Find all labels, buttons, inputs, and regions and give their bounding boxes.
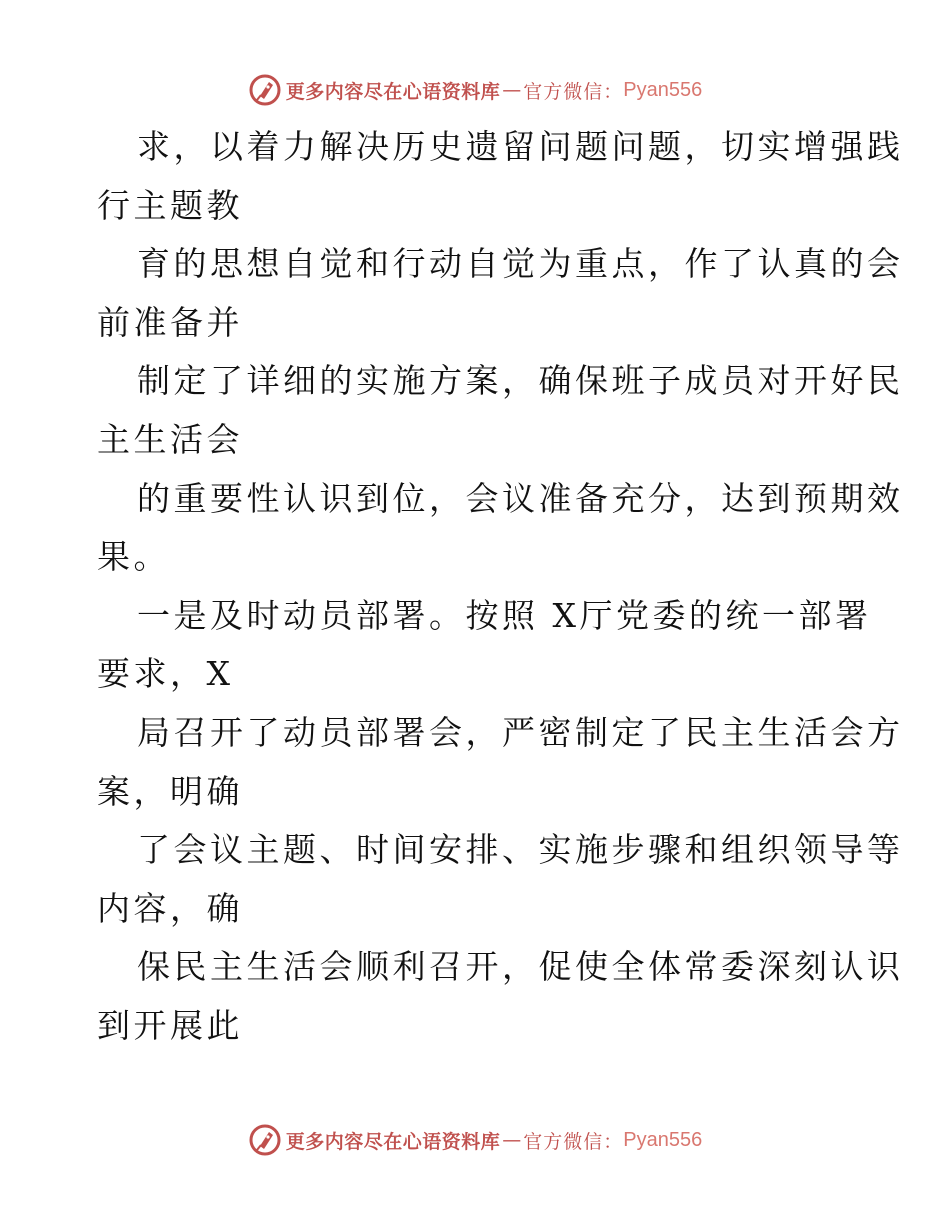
text-line: 内容，确 [97,888,243,928]
banner-wechat-label: 官方微信： [523,1130,624,1153]
text-line: 保民主生活会顺利召开，促使全体常委深刻认识 [137,947,904,987]
document-body [97,118,904,1056]
text-line: 了会议主题、时间安排、实施步骤和组织领导等 [137,830,904,870]
text-line: 到开展此 [97,1005,243,1045]
text-line: 局召开了动员部署会，严密制定了民主生活会方 [137,712,904,752]
footer-banner [0,1120,950,1160]
banner-wechat-label: 官方微信： [523,80,624,103]
text-line: 制定了详细的实施方案，确保班子成员对开好民 [137,361,904,401]
banner-dash: — [502,79,522,101]
text-line: 案，明确 [97,771,243,811]
pen-nib-logo-icon [248,73,282,107]
header-banner [0,70,950,110]
banner-title: 更多内容尽在心语资料库 [285,80,501,103]
pen-nib-logo-icon [248,1123,282,1157]
banner-title: 更多内容尽在心语资料库 [285,1130,501,1153]
text-line: 一是及时动员部署。按照 X厅党委的统一部署 [137,595,872,635]
text-line: 前准备并 [97,302,243,342]
text-line: 求，以着力解决历史遗留问题问题，切实增强践 [137,127,904,166]
text-line: 果。 [97,537,170,577]
banner-wechat-id: Pyan556 [623,1128,703,1151]
banner-wechat-id: Pyan556 [623,78,703,101]
text-line: 育的思想自觉和行动自觉为重点，作了认真的会 [137,244,904,284]
banner-dash: — [502,1129,522,1151]
text-line: 要求，X [97,654,234,694]
text-line: 行主题教 [97,185,243,225]
text-line: 主生活会 [97,419,243,459]
text-line: 的重要性认识到位，会议准备充分，达到预期效 [137,478,904,518]
